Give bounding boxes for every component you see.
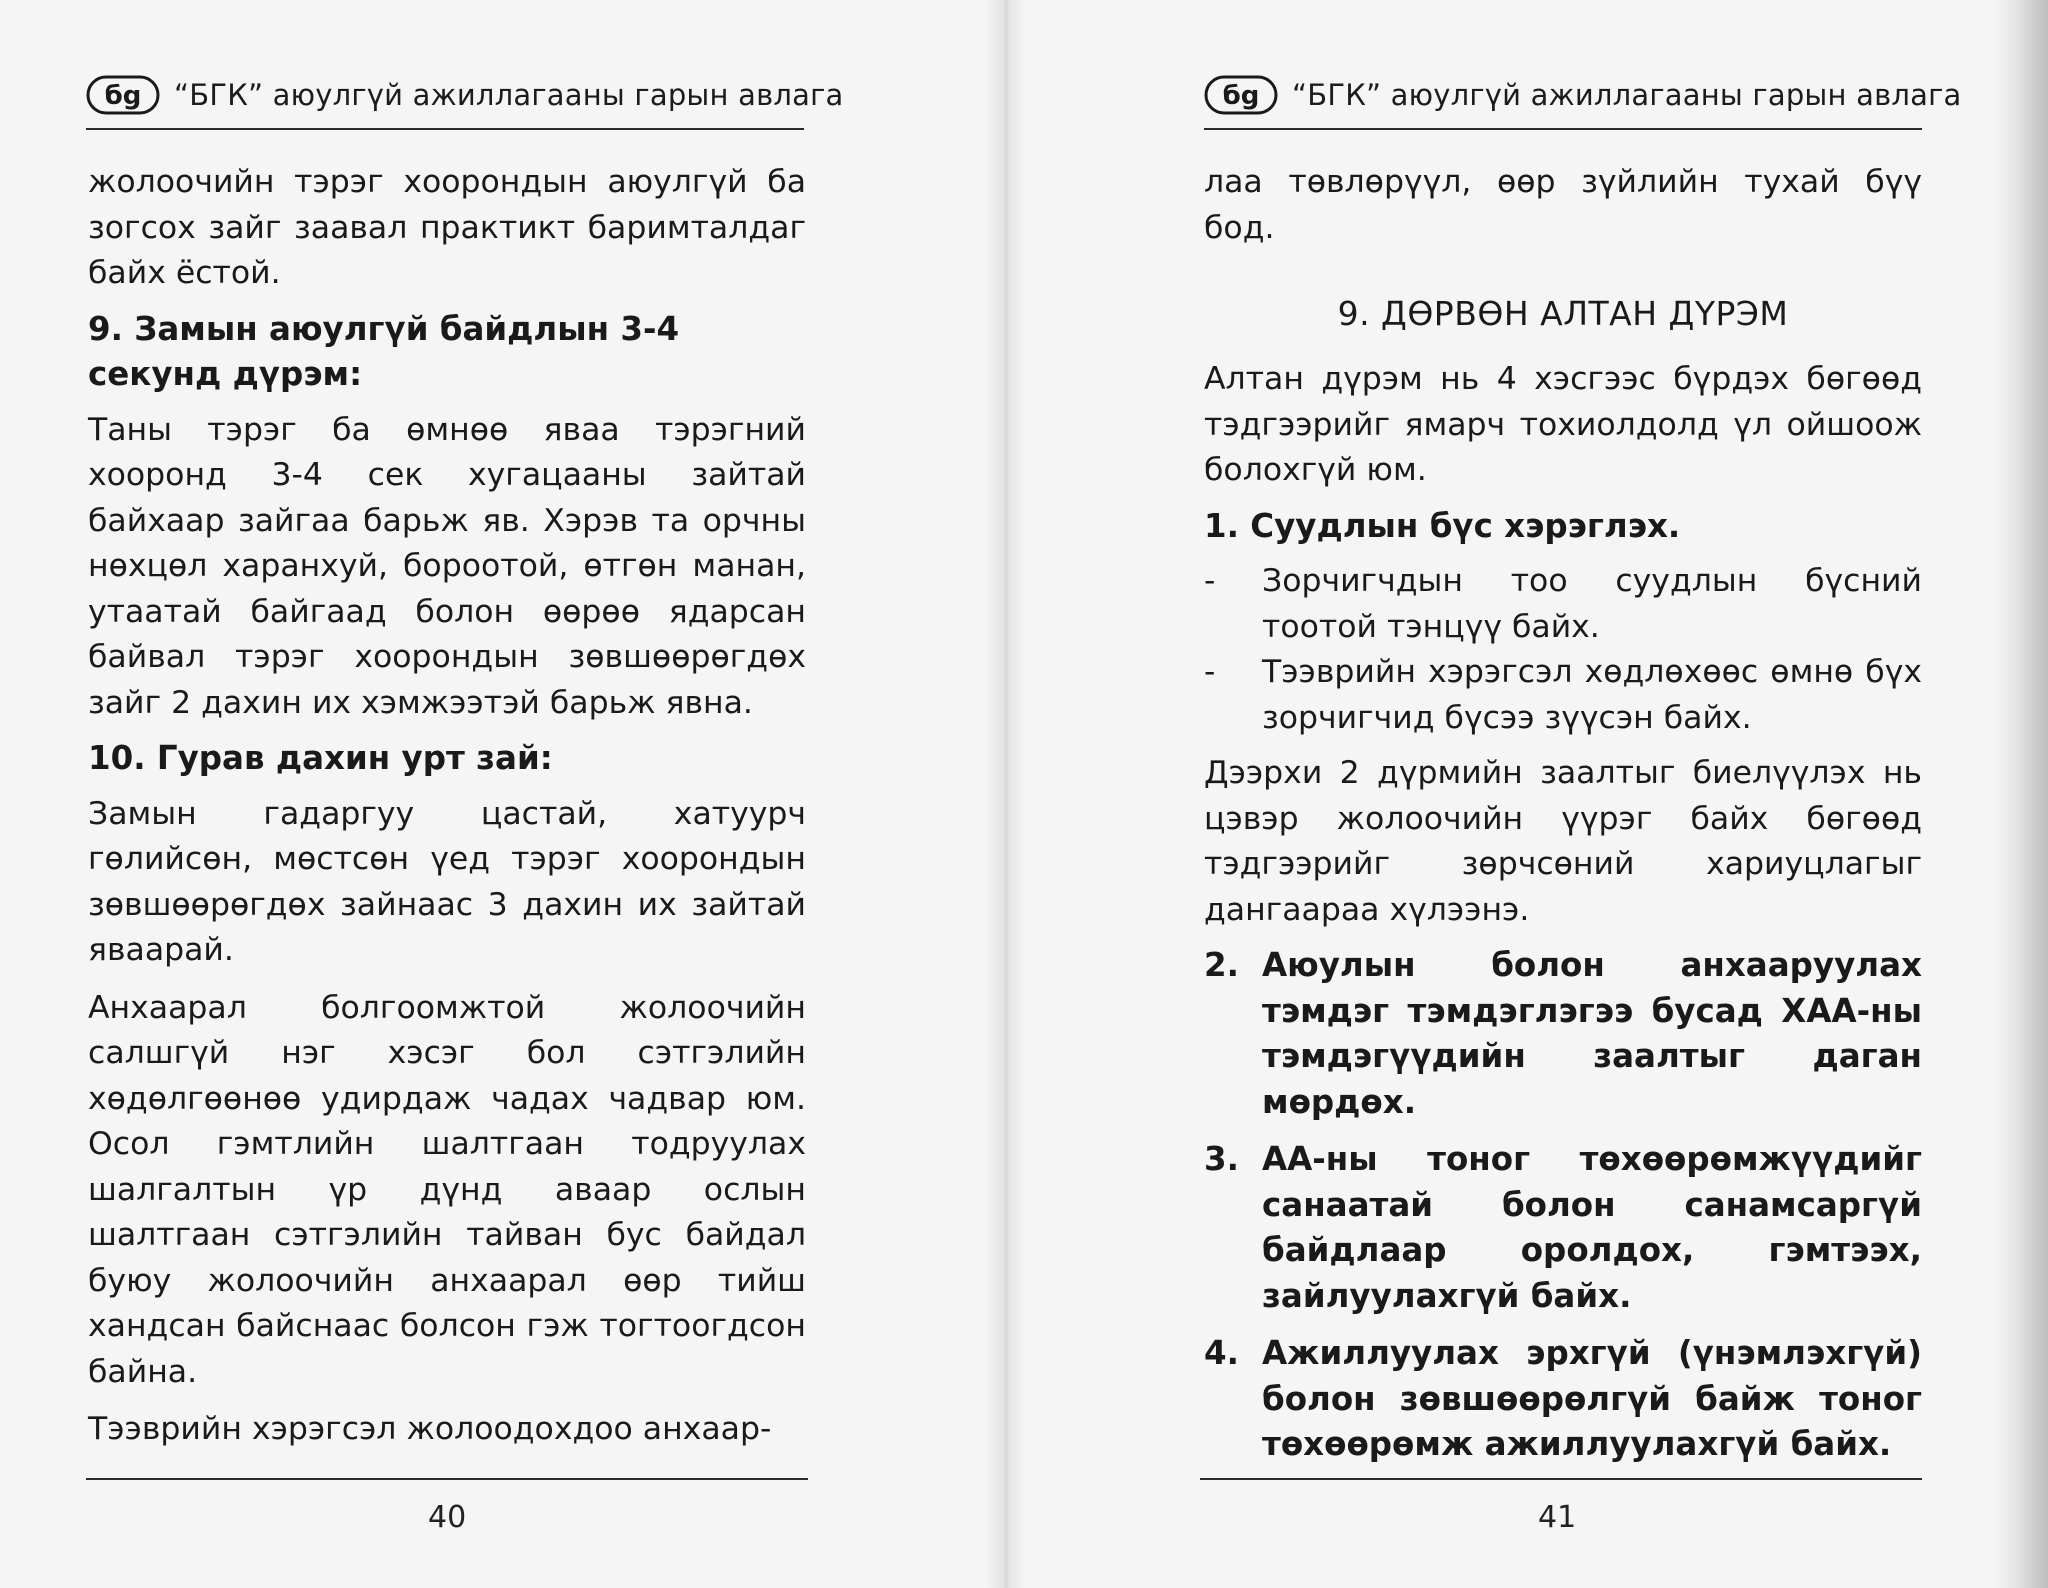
left-page-header: [86, 70, 844, 120]
paragraph-9: Таны тэрэг ба өмнөө яваа тэрэгний хооронд 3-4 сек хугацааны зайтай байхаар зайгаа барьж яв. Хэрэв та орчны нөхцөл харанхуй, бороотой, өтгөн манан, утаатай байгаад болон өөрөө ядарсан байвал тэрэг хоорондын зөвшөөрөгдөх зайг 2 дахин их хэмжээтэй барьж явна.: [88, 411, 806, 721]
paragraph-top: жолоочийн тэрэг хоорондын аюулгүй ба зогсох зайг заавал практикт баримталдаг байх ёстой.: [88, 164, 806, 291]
footer-rule: [86, 1478, 808, 1480]
header-rule: [1204, 128, 1922, 130]
book-gutter: [986, 0, 1026, 1588]
page-edge-shadow: [1996, 0, 2048, 1588]
left-page: [0, 0, 1004, 1588]
bgk-logo-icon: [1204, 73, 1278, 117]
heading-9: 9. Замын аюулгүй байдлын 3-4 секунд дүрэм:: [88, 309, 680, 393]
numbered-item: [1204, 1137, 1922, 1319]
bgk-logo-icon: [86, 73, 160, 117]
list-item: [1204, 559, 1922, 650]
left-page-body: [88, 160, 806, 1453]
paragraph-10: Замын гадаргуу цастай, хатуурч гөлийсөн, мөстсөн үед тэрэг хоорондын зөвшөөрөгдөх зайнаас 3 дахин их зайтай яваарай.: [88, 795, 806, 968]
svg-text:бg: бg: [1222, 81, 1260, 111]
dash-bullet: -: [1204, 654, 1216, 690]
page-number: 41: [1538, 1500, 1577, 1535]
paragraph-above-rules: Дээрхи 2 дүрмийн заалтыг биелүүлэх нь цэвэр жолоочийн үүрэг байх бөгөөд тэдгээрийг зөрчсөний хариуцлагыг дангаараа хүлээнэ.: [1204, 755, 1922, 928]
list-item: [1204, 650, 1922, 741]
right-page: [1004, 0, 2048, 1588]
list-item-text: Зорчигчдын тоо суудлын бүсний тоотой тэнцүү байх.: [1262, 563, 1922, 645]
right-page-header: [1204, 70, 1962, 120]
footer-rule: [1200, 1478, 1922, 1480]
list-item-text: Тээврийн хэрэгсэл хөдлөхөөс өмнө бүх зорчигчид бүсээ зүүсэн байх.: [1262, 654, 1922, 736]
item-text: АА-ны тоног төхөөрөмжүүдийг санаатай болон санамсаргүй байдлаар оролдох, гэмтээх, зайлуулахгүй байх.: [1262, 1140, 1922, 1315]
item-text: Ажиллуулах эрхгүй (үнэмлэхгүй) болон зөвшөөрөлгүй байж тоног төхөөрөмж ажиллуулахгүй байх.: [1262, 1334, 1922, 1463]
item-number: 2.: [1204, 946, 1239, 984]
paragraph-last: Тээврийн хэрэгсэл жолоодохдоо анхаар-: [88, 1411, 772, 1447]
numbered-item: [1204, 1331, 1922, 1468]
right-page-body: [1204, 160, 1922, 1468]
header-rule: [86, 128, 804, 130]
rule-1-heading: 1. Суудлын бүс хэрэглэх.: [1204, 506, 1681, 545]
numbered-item: [1204, 943, 1922, 1125]
svg-text:бg: бg: [104, 81, 142, 111]
item-text: Аюулын болон анхааруулах тэмдэг тэмдэглэгээ бусад ХАА-ны тэмдэгүүдийн заалтыг даган мөрдөх.: [1262, 946, 1922, 1121]
item-number: 3.: [1204, 1140, 1239, 1178]
section-heading: 9. ДӨРВӨН АЛТАН ДҮРЭМ: [1337, 294, 1789, 333]
heading-10: 10. Гурав дахин урт зай:: [88, 739, 553, 777]
page-number: 40: [428, 1500, 467, 1535]
paragraph-attention: Анхаарал болгоомжтой жолоочийн салшгүй нэг хэсэг бол сэтгэлийн хөдөлгөөнөө удирдаж чадах чадвар юм. Осол гэмтлийн шалтгаан тодруулах шалгалтын үр дүнд аваар ослын шалтгаан сэтгэлийн тайван бус байдал буюу жолоочийн анхаарал өөр тийш хандсан байснаас болсон гэж тогтоогдсон байна.: [88, 989, 806, 1390]
header-title: “БГК” аюулгүй ажиллагааны гарын авлага: [1292, 78, 1962, 112]
dash-bullet: -: [1204, 563, 1216, 599]
header-title: “БГК” аюулгүй ажиллагааны гарын авлага: [174, 78, 844, 112]
item-number: 4.: [1204, 1334, 1239, 1372]
paragraph-continued: лаа төвлөрүүл, өөр зүйлийн тухай бүү бод.: [1204, 164, 1922, 246]
paragraph-intro: Алтан дүрэм нь 4 хэсгээс бүрдэх бөгөөд тэдгээрийг ямарч тохиолдолд үл ойшоож болохгүй юм.: [1204, 361, 1922, 488]
